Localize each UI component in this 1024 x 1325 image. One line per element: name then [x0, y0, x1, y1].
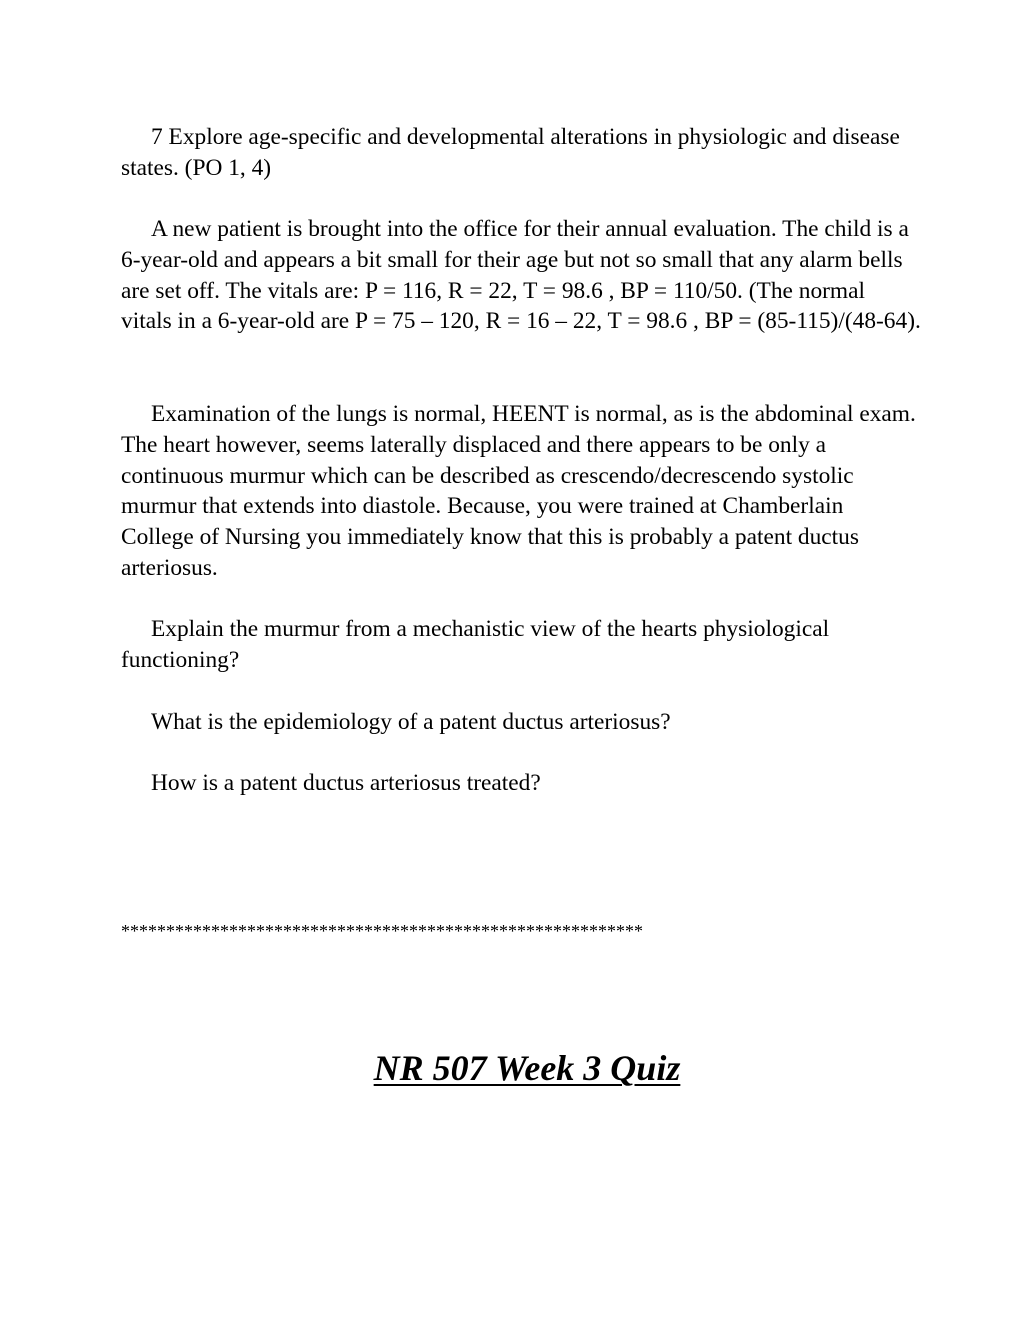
question-treatment: How is a patent ductus arteriosus treated? — [151, 770, 541, 796]
question-murmur-mechanism: Explain the murmur from a mechanistic view of the hearts physiological functioning? — [121, 616, 830, 673]
asterisk-divider: ********************************************************** — [121, 921, 643, 941]
question-epidemiology: What is the epidemiology of a patent ductus arteriosus? — [151, 709, 671, 735]
examination-paragraph: Examination of the lungs is normal, HEENT is normal, as is the abdominal exam. The heart however, seems laterally displaced and there appears to be only a continuous murmur which can be described as crescendo/decrescendo systolic murmur that extends into diastole. Because, you were trained at Chamberlain College of Nursing you immediately know that this is probably a patent ductus arteriosus. — [121, 401, 916, 581]
case-intro-paragraph: A new patient is brought into the office for their annual evaluation. The child is a 6-year-old and appears a bit small for their age but not so small that any alarm bells are set off. The vitals are: P = 116, R = 22, T = 98.6 , BP = 110/50. (The normal vitals in a 6-year-old are P = 75 – 120, R = 16 – 22, T = 98.6 , BP = (85-115)/(48-64). — [121, 216, 921, 335]
learning-objective-paragraph: 7 Explore age-specific and developmental alterations in physiologic and disease states. (PO 1, 4) — [121, 124, 900, 181]
section-title: NR 507 Week 3 Quiz — [373, 1048, 681, 1088]
